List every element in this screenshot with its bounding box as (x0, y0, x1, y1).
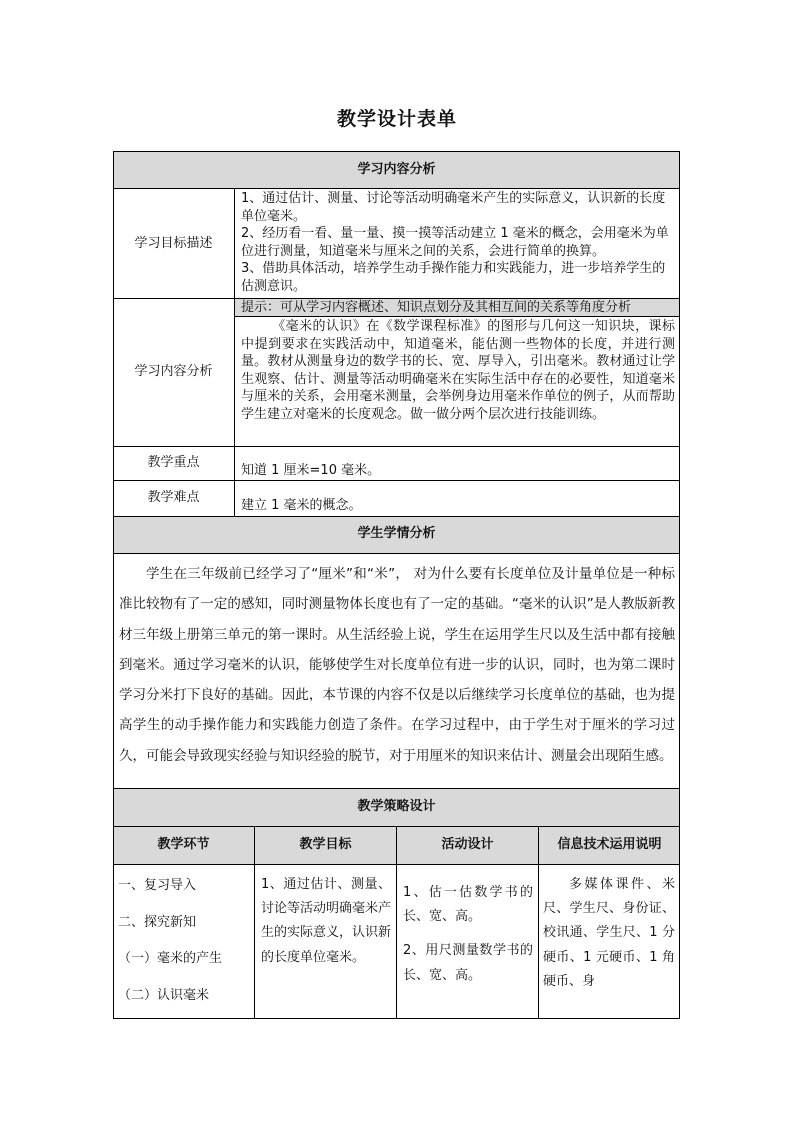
objective-item: 1、通过估计、测量、讨论等活动明确毫米产生的实际意义，认识新的长度单位毫米。 (241, 191, 666, 224)
difficulty-value: 建立 1 毫米的概念。 (241, 498, 362, 513)
objective-item: 3、借助具体活动，培养学生动手操作能力和实践能力，进一步培养学生的估测意识。 (241, 261, 666, 294)
analysis-body: 《毫米的认识》在《数学课程标准》的图形与几何这一知识块，课标中提到要求在实践活动中，知道毫米，能估测一些物体的长度，并进行测量。教材从测量身边的数学书的长、宽、厚导入，引出毫米。教材通过让学生观察、估计、测量等活动明确毫米在实际生活中存在的必要性，知道毫米与厘米的关系，会用毫米测量，会举例身边用毫米作单位的例子，从而帮助学生建立对毫米的长度观念。做一做分两个层次进行技能训练。 (241, 319, 675, 422)
goal-cell: 1、通过估计、测量、讨论等活动明确毫米产生的实际意义，认识新的长度单位毫米。 (261, 877, 392, 965)
key-point-value: 知道 1 厘米=10 毫米。 (241, 463, 381, 478)
difficulty-label: 教学难点 (147, 490, 200, 505)
activity-item: 1、估一估数学书的长、宽、高。 (403, 885, 533, 925)
column-header-goal: 教学目标 (299, 837, 352, 852)
content-analysis-label: 学习内容分析 (134, 364, 213, 379)
key-point-label: 教学重点 (147, 455, 200, 470)
objective-item: 2、经历看一看、量一量、摸一摸等活动建立 1 毫米的概念，会用毫米为单位进行测量，知道毫米与厘米之间的关系，会进行简单的换算。 (241, 226, 669, 259)
content-analysis-header: 学习内容分析 (357, 162, 436, 177)
page-title: 教学设计表单 (336, 108, 457, 130)
strategy-header: 教学策略设计 (357, 799, 436, 814)
analysis-hint: 提示：可从学习内容概述、知识点划分及其相互间的关系等角度分析 (241, 300, 632, 315)
column-header-stage: 教学环节 (157, 837, 210, 852)
stage-item: （一）毫米的产生 (118, 951, 223, 966)
teaching-design-table (113, 151, 680, 1019)
objectives-list (241, 190, 675, 296)
student-analysis-body: 学生在三年级前已经学习了“厘米”和“米”， 对为什么要有长度单位及计量单位是一种标准比较物有了一定的感知，同时测量物体长度也有了一定的基础。“毫米的认识”是人教版新教材三年级上册第三单元的第一课时。从生活经验上说，学生在运用学生尺以及生活中都有接触到毫米。通过学习毫米的认识，能够使学生对长度单位有进一步的认识，同时，也为第二课时学习分米打下良好的基础。因此，本节课的内容不仅是以后继续学习长度单位的基础，也为提高学生的动手操作能力和实践能力创造了条件。在学习过程中，由于学生对于厘米的学习过久，可能会导致现实经验与知识经验的脱节，对于用厘米的知识来估计、测量会出现陌生感。 (119, 566, 675, 764)
activity-list (403, 881, 533, 988)
tech-cell: 多媒体课件、米尺、学生尺、身份证、校讯通、学生尺、1 分硬币、1 元硬币、1 角硬币、身 (543, 877, 675, 989)
activity-item: 2、用尺测量数学书的长、宽、高。 (403, 943, 533, 983)
stage-list (118, 868, 250, 1014)
stage-item: 一、复习导入 (118, 878, 197, 893)
stage-item: 二、探究新知 (118, 914, 197, 930)
student-analysis-header: 学生学情分析 (357, 526, 436, 541)
stage-item: （二）认识毫米 (118, 987, 210, 1003)
column-header-tech: 信息技术运用说明 (557, 837, 662, 852)
column-header-activity: 活动设计 (441, 837, 494, 852)
objectives-label: 学习目标描述 (134, 236, 213, 251)
